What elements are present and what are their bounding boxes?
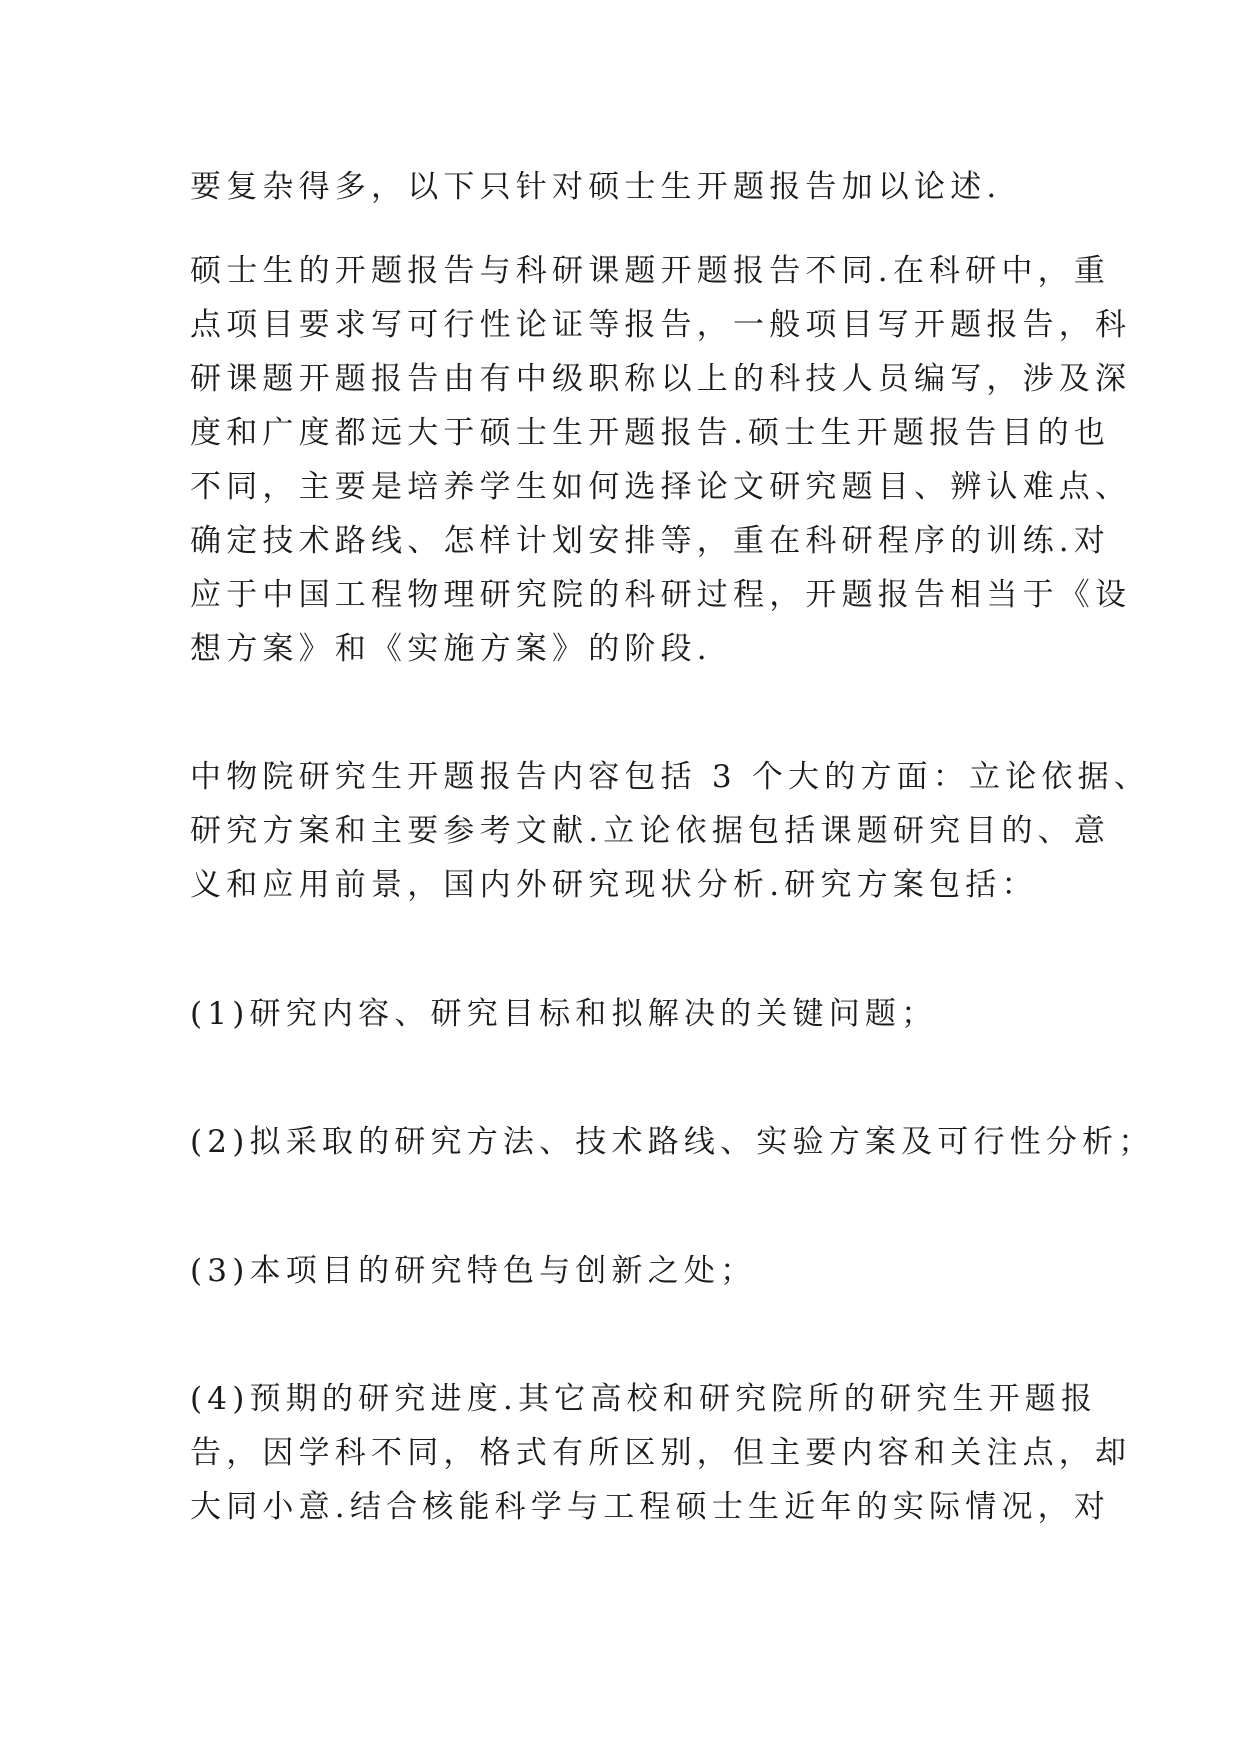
text-line: 硕士生的开题报告与科研课题开题报告不同.在科研中，重 xyxy=(190,253,1111,289)
text-line: 大同小意.结合核能科学与工程硕士生近年的实际情况，对 xyxy=(190,1489,1111,1525)
text-line: 研究方案和主要参考文献.立论依据包括课题研究目的、意 xyxy=(190,813,1111,849)
text-line: 义和应用前景，国内外研究现状分析.研究方案包括： xyxy=(190,867,1038,903)
text-line: 告，因学科不同，格式有所区别，但主要内容和关注点，却 xyxy=(190,1435,1132,1471)
list-item-3: (3)本项目的研究特色与创新之处； xyxy=(190,1253,757,1289)
text-line: 点项目要求写可行性论证等报告，一般项目写开题报告，科 xyxy=(190,307,1132,343)
text-line: 要复杂得多，以下只针对硕士生开题报告加以论述. xyxy=(190,169,1002,205)
list-item-2: (2)拟采取的研究方法、技术路线、实验方案及可行性分析； xyxy=(190,1124,1155,1160)
text-line: 度和广度都远大于硕士生开题报告.硕士生开题报告目的也 xyxy=(190,415,1111,451)
list-item-4: (4)预期的研究进度.其它高校和研究院所的研究生开题报 xyxy=(190,1381,1098,1417)
text-line: 应于中国工程物理研究院的科研过程，开题报告相当于《设 xyxy=(190,577,1132,613)
text-line: 不同，主要是培养学生如何选择论文研究题目、辨认难点、 xyxy=(190,469,1132,505)
text-line: 中物院研究生开题报告内容包括 3 个大的方面：立论依据、 xyxy=(190,759,1151,795)
text-line: 确定技术路线、怎样计划安排等，重在科研程序的训练.对 xyxy=(190,523,1111,559)
text-line: 想方案》和《实施方案》的阶段. xyxy=(190,631,712,667)
text-line: 研课题开题报告由有中级职称以上的科技人员编写，涉及深 xyxy=(190,361,1132,397)
list-item-1: (1)研究内容、研究目标和拟解决的关键问题； xyxy=(190,996,938,1032)
